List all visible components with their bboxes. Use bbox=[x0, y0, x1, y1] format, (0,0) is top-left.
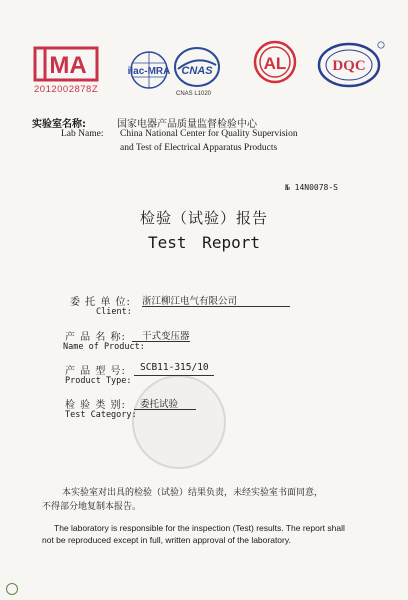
cma-code: 2012002878Z bbox=[34, 84, 99, 95]
product-type-label-en: Product Type: bbox=[65, 376, 132, 386]
recycle-mark-icon bbox=[6, 583, 18, 595]
client-label-zh: 委 托 单 位: bbox=[70, 297, 131, 308]
dqc-logo-text: DQC bbox=[332, 58, 366, 74]
report-title-en: Test Report bbox=[148, 233, 260, 252]
test-category-label-zh: 检 验 类 别: bbox=[65, 400, 126, 411]
lab-name-en-line1: China National Center for Quality Supervision bbox=[120, 129, 298, 139]
test-category-underline bbox=[134, 409, 196, 410]
notice-zh-line2: 不得部分地复制本报告。 bbox=[42, 502, 142, 512]
cma-logo bbox=[31, 44, 101, 84]
al-logo bbox=[250, 40, 300, 86]
product-type-underline bbox=[134, 375, 214, 376]
test-category-value: 委托试验 bbox=[140, 399, 179, 410]
dqc-logo bbox=[315, 40, 383, 90]
product-type-value: SCB11-315/10 bbox=[140, 362, 209, 373]
lab-name-label-en: Lab Name: bbox=[61, 129, 104, 139]
ilac-mra-text: ilac-MRA bbox=[127, 66, 171, 77]
registered-mark-icon bbox=[377, 41, 385, 49]
test-category-label-en: Test Category: bbox=[65, 410, 137, 420]
notice-en-line1: The laboratory is responsible for the inspection (Test) results. The report shall bbox=[54, 523, 345, 533]
client-underline bbox=[142, 306, 290, 307]
report-number: № 14N0078-S bbox=[285, 183, 338, 192]
report-title-zh: 检验（试验）报告 bbox=[139, 209, 268, 227]
cnas-logo bbox=[172, 44, 222, 90]
cma-logo-text: MA bbox=[49, 52, 87, 79]
product-name-label-en: Name of Product: bbox=[63, 342, 145, 352]
official-stamp bbox=[132, 375, 226, 469]
cnas-logo-text: CNAS bbox=[181, 65, 213, 77]
lab-name-en-line2: and Test of Electrical Apparatus Products bbox=[120, 143, 278, 153]
notice-en-line2: not be reproduced except in full, written approval of the laboratory. bbox=[42, 535, 291, 545]
product-type-label-zh: 产 品 型 号: bbox=[65, 366, 126, 377]
lab-name-zh: 国家电器产品质量监督检验中心 bbox=[117, 119, 257, 130]
lab-name-label-zh: 实验室名称: bbox=[32, 119, 86, 130]
client-label-en: Client: bbox=[96, 307, 132, 317]
product-name-value: 干式变压器 bbox=[142, 331, 190, 342]
al-logo-text: AL bbox=[263, 54, 287, 73]
client-value: 浙江柳江电气有限公司 bbox=[142, 296, 238, 307]
cnas-caption: CNAS L1020 bbox=[176, 91, 212, 97]
notice-zh-line1: 本实验室对出具的检验（试验）结果负责，未经实验室书面同意， bbox=[62, 488, 324, 498]
product-name-label-zh: 产 品 名 称: bbox=[65, 332, 126, 343]
ilac-mra-logo bbox=[124, 50, 174, 90]
